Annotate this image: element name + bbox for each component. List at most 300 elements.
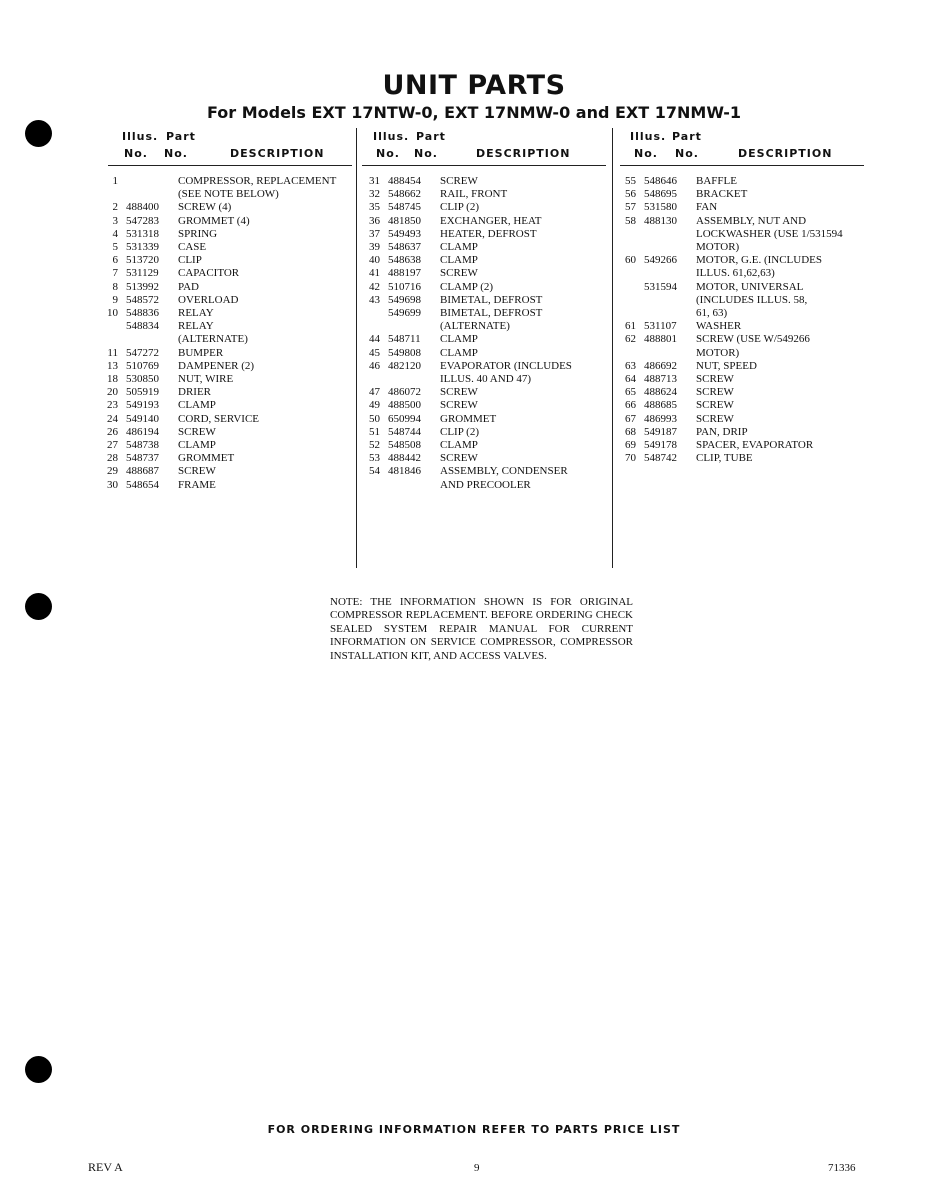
- illus-number: 28: [107, 452, 118, 465]
- part-number: 549140: [126, 412, 159, 425]
- part-number: 513992: [126, 280, 159, 293]
- parts-row: [614, 188, 864, 201]
- parts-row: [96, 426, 354, 439]
- column-divider-2: [612, 128, 613, 568]
- compressor-note: NOTE: THE INFORMATION SHOWN IS FOR ORIGINAL COMPRESSOR REPLACEMENT. BEFORE ORDERING CHECK SEALED SYSTEM REPAIR MANUAL FOR CURRENT INFORMATION ON SERVICE COMPRESSOR, COMPRESSOR INSTALLATION KIT, AND ACCESS VALVES.: [330, 596, 633, 662]
- parts-row: [358, 228, 610, 241]
- part-number: 531129: [126, 267, 159, 280]
- parts-row: [358, 307, 610, 320]
- illus-number: 18: [107, 373, 118, 386]
- illus-number: 11: [107, 346, 118, 359]
- part-description: FRAME: [178, 478, 216, 491]
- part-number: 488500: [388, 399, 421, 412]
- illus-number: 51: [369, 425, 380, 438]
- part-number: 548654: [126, 478, 159, 491]
- illus-number: 8: [112, 280, 118, 293]
- part-number: [380, 373, 440, 386]
- illus-number: 20: [107, 386, 118, 399]
- part-description: (INCLUDES ILLUS. 58,: [696, 293, 808, 306]
- part-description: CLAMP: [440, 346, 478, 359]
- part-description: CLAMP: [178, 399, 216, 412]
- part-number: 548745: [388, 201, 421, 214]
- illus-number: 41: [369, 267, 380, 280]
- part-number: 548737: [126, 452, 159, 465]
- part-description: ASSEMBLY, CONDENSER: [440, 465, 568, 478]
- parts-column-2: [358, 175, 610, 492]
- col2-no-label: No.: [376, 147, 400, 160]
- part-description: SCREW: [696, 399, 734, 412]
- illus-number: 13: [107, 359, 118, 372]
- illus-number: 43: [369, 293, 380, 306]
- part-number: 549187: [644, 425, 677, 438]
- illus-number: 69: [625, 439, 636, 452]
- part-number: 549698: [388, 293, 421, 306]
- parts-row: [614, 333, 864, 346]
- part-number: [636, 294, 696, 307]
- illus-number: 1: [112, 175, 118, 187]
- part-description: MOTOR): [696, 346, 740, 359]
- illus-number: [358, 307, 380, 320]
- part-description: COMPRESSOR, REPLACEMENT: [178, 175, 337, 187]
- part-number: 549193: [126, 399, 159, 412]
- illus-number: 37: [369, 227, 380, 240]
- part-number: 549266: [644, 254, 677, 267]
- part-number: 510769: [126, 359, 159, 372]
- part-description: SCREW: [696, 386, 734, 399]
- illus-number: 35: [369, 201, 380, 214]
- parts-row: [358, 215, 610, 228]
- part-number: 488713: [644, 373, 677, 386]
- illus-number: 68: [625, 425, 636, 438]
- illus-number: 62: [625, 333, 636, 346]
- parts-row: [358, 399, 610, 412]
- part-number: 488130: [644, 214, 677, 227]
- binder-hole-middle: [25, 593, 52, 620]
- illus-number: 29: [107, 465, 118, 478]
- illus-number: 63: [625, 359, 636, 372]
- part-description: SCREW: [440, 399, 478, 412]
- part-description: NUT, SPEED: [696, 359, 757, 372]
- illus-number: [614, 267, 636, 280]
- parts-row: [96, 386, 354, 399]
- part-description: HEATER, DEFROST: [440, 227, 537, 240]
- part-number: [118, 175, 178, 188]
- part-description: SCREW: [440, 175, 478, 187]
- parts-column-3: [614, 175, 864, 465]
- part-description: GROMMET: [440, 412, 497, 425]
- part-description: CLAMP (2): [440, 280, 494, 293]
- part-description: ILLUS. 40 AND 47): [440, 373, 532, 386]
- part-description: SCREW: [440, 267, 478, 280]
- illus-number: [614, 294, 636, 307]
- part-description: CLIP, TUBE: [696, 452, 753, 465]
- part-number: 486692: [644, 359, 677, 372]
- part-number: 548744: [388, 425, 421, 438]
- part-description: CAPACITOR: [178, 267, 240, 280]
- part-number: 548738: [126, 439, 159, 452]
- parts-row: [358, 479, 610, 492]
- col2-description-label: DESCRIPTION: [476, 147, 571, 160]
- parts-row: [614, 254, 864, 267]
- illus-number: 23: [107, 399, 118, 412]
- col1-illus-label: Illus.: [122, 130, 159, 143]
- part-number: 481850: [388, 214, 421, 227]
- parts-row: [358, 360, 610, 373]
- col3-no-label: No.: [634, 147, 658, 160]
- part-number: 547283: [126, 214, 159, 227]
- parts-row: [358, 254, 610, 267]
- part-number: 548508: [388, 439, 421, 452]
- part-number: [636, 228, 696, 241]
- parts-row: [96, 333, 354, 346]
- binder-hole-bottom: [25, 1056, 52, 1083]
- parts-row: [96, 399, 354, 412]
- illus-number: 39: [369, 241, 380, 254]
- part-number: 548572: [126, 293, 159, 306]
- illus-number: 2: [112, 201, 118, 214]
- illus-number: [614, 347, 636, 360]
- illus-number: 52: [369, 439, 380, 452]
- part-description: GROMMET (4): [178, 214, 250, 227]
- part-number: 548742: [644, 452, 677, 465]
- illus-number: 66: [625, 399, 636, 412]
- parts-row: [96, 452, 354, 465]
- illus-number: [614, 281, 636, 294]
- part-description: CLIP (2): [440, 425, 480, 438]
- part-description: SCREW: [696, 373, 734, 386]
- illus-number: 5: [112, 241, 118, 254]
- part-number: [380, 320, 440, 333]
- parts-row: [614, 452, 864, 465]
- part-description: MOTOR, G.E. (INCLUDES: [696, 254, 822, 267]
- col2-part-label: Part: [416, 130, 446, 143]
- part-description: SCREW: [440, 452, 478, 465]
- parts-row: [96, 360, 354, 373]
- illus-number: 65: [625, 386, 636, 399]
- part-number: [118, 188, 178, 201]
- part-number: 488400: [126, 201, 159, 214]
- illus-number: [358, 373, 380, 386]
- part-description: RAIL, FRONT: [440, 188, 508, 201]
- illus-number: 27: [107, 439, 118, 452]
- col1-part-label: Part: [166, 130, 196, 143]
- illus-number: [96, 333, 118, 346]
- illus-number: 42: [369, 280, 380, 293]
- part-number: 486194: [126, 425, 159, 438]
- parts-row: [358, 386, 610, 399]
- part-description: MOTOR, UNIVERSAL: [696, 280, 804, 293]
- page-number: 9: [474, 1162, 480, 1174]
- illus-number: 31: [369, 175, 380, 187]
- part-description: AND PRECOOLER: [440, 478, 531, 491]
- illus-number: 57: [625, 201, 636, 214]
- parts-row: [614, 373, 864, 386]
- illus-number: 67: [625, 412, 636, 425]
- part-number: 488687: [126, 465, 159, 478]
- part-number: 488624: [644, 386, 677, 399]
- parts-row: [614, 281, 864, 294]
- part-description: (ALTERNATE): [440, 320, 510, 333]
- part-description: DAMPENER (2): [178, 359, 255, 372]
- part-description: 61, 63): [696, 307, 728, 320]
- part-number: 531594: [644, 280, 677, 293]
- illus-number: 32: [369, 188, 380, 201]
- col3-illus-label: Illus.: [630, 130, 667, 143]
- illus-number: [358, 479, 380, 492]
- part-number: 548646: [644, 175, 677, 187]
- illus-number: 55: [625, 175, 636, 187]
- part-description: SCREW: [440, 386, 478, 399]
- illus-number: 44: [369, 333, 380, 346]
- parts-row: [614, 360, 864, 373]
- illus-number: [358, 320, 380, 333]
- illus-number: [614, 228, 636, 241]
- document-code: 71336: [828, 1162, 856, 1174]
- part-number: 481846: [388, 465, 421, 478]
- part-description: BRACKET: [696, 188, 748, 201]
- part-number: 486072: [388, 386, 421, 399]
- part-number: 549178: [644, 439, 677, 452]
- parts-row: [358, 465, 610, 478]
- illus-number: 54: [369, 465, 380, 478]
- parts-row: [96, 320, 354, 333]
- illus-number: 60: [625, 254, 636, 267]
- illus-number: 30: [107, 478, 118, 491]
- part-description: CLAMP: [440, 439, 478, 452]
- parts-row: [614, 413, 864, 426]
- illus-number: 46: [369, 359, 380, 372]
- part-number: 548637: [388, 241, 421, 254]
- parts-row: [614, 215, 864, 228]
- parts-row: [96, 281, 354, 294]
- parts-row: [614, 426, 864, 439]
- parts-row: [96, 294, 354, 307]
- col1-no-label: No.: [124, 147, 148, 160]
- part-number: [380, 479, 440, 492]
- parts-row: [96, 188, 354, 201]
- part-description: SPRING: [178, 227, 218, 240]
- parts-row: [358, 452, 610, 465]
- parts-row: [358, 267, 610, 280]
- illus-number: 64: [625, 373, 636, 386]
- ordering-footer: FOR ORDERING INFORMATION REFER TO PARTS PRICE LIST: [267, 1123, 681, 1136]
- illus-number: 50: [369, 412, 380, 425]
- parts-row: [614, 294, 864, 307]
- part-description: BIMETAL, DEFROST: [440, 307, 543, 320]
- parts-row: [358, 294, 610, 307]
- parts-row: [614, 399, 864, 412]
- illus-number: 40: [369, 254, 380, 267]
- part-description: (SEE NOTE BELOW): [178, 188, 279, 201]
- part-description: MOTOR): [696, 241, 740, 254]
- parts-row: [96, 439, 354, 452]
- parts-row: [96, 175, 354, 188]
- illus-number: 70: [625, 452, 636, 465]
- part-description: BUMPER: [178, 346, 224, 359]
- col1-partno-label: No.: [164, 147, 188, 160]
- part-description: WASHER: [696, 320, 742, 333]
- col3-description-label: DESCRIPTION: [738, 147, 833, 160]
- part-number: 513720: [126, 254, 159, 267]
- part-description: GROMMET: [178, 452, 235, 465]
- parts-row: [358, 347, 610, 360]
- illus-number: 58: [625, 214, 636, 227]
- part-number: 549493: [388, 227, 421, 240]
- part-description: CASE: [178, 241, 207, 254]
- part-number: 488454: [388, 175, 421, 187]
- parts-row: [614, 439, 864, 452]
- col3-header-rule: [620, 165, 864, 166]
- parts-row: [96, 413, 354, 426]
- part-number: 510716: [388, 280, 421, 293]
- parts-row: [614, 386, 864, 399]
- col3-part-label: Part: [672, 130, 702, 143]
- part-description: CLAMP: [440, 241, 478, 254]
- parts-column-1: [96, 175, 354, 492]
- part-number: 531339: [126, 241, 159, 254]
- illus-number: [614, 307, 636, 320]
- parts-row: [614, 175, 864, 188]
- part-description: (ALTERNATE): [178, 333, 248, 346]
- part-description: CLIP: [178, 254, 202, 267]
- col2-header-rule: [362, 165, 606, 166]
- part-description: DRIER: [178, 386, 211, 399]
- parts-row: [358, 241, 610, 254]
- part-number: [118, 333, 178, 346]
- illus-number: 45: [369, 346, 380, 359]
- page-title: UNIT PARTS: [382, 70, 566, 101]
- part-number: 488801: [644, 333, 677, 346]
- parts-row: [96, 347, 354, 360]
- part-description: CLAMP: [178, 439, 216, 452]
- part-description: FAN: [696, 201, 718, 214]
- part-description: PAD: [178, 280, 199, 293]
- part-description: SPACER, EVAPORATOR: [696, 439, 814, 452]
- part-description: RELAY: [178, 307, 214, 320]
- part-description: SCREW (4): [178, 201, 232, 214]
- part-number: 530850: [126, 373, 159, 386]
- illus-number: [96, 188, 118, 201]
- part-description: SCREW (USE W/549266: [696, 333, 810, 346]
- parts-row: [358, 426, 610, 439]
- part-description: CORD, SERVICE: [178, 412, 260, 425]
- part-number: [636, 267, 696, 280]
- parts-row: [614, 307, 864, 320]
- illus-number: 53: [369, 452, 380, 465]
- column-divider-1: [356, 128, 357, 568]
- parts-row: [358, 320, 610, 333]
- part-number: 488197: [388, 267, 421, 280]
- parts-row: [614, 267, 864, 280]
- parts-row: [96, 241, 354, 254]
- illus-number: 10: [107, 307, 118, 320]
- part-number: 650994: [388, 412, 421, 425]
- col2-illus-label: Illus.: [373, 130, 410, 143]
- part-number: 505919: [126, 386, 159, 399]
- parts-row: [358, 188, 610, 201]
- parts-row: [358, 281, 610, 294]
- part-description: SCREW: [696, 412, 734, 425]
- part-description: CLIP (2): [440, 201, 480, 214]
- part-number: 488685: [644, 399, 677, 412]
- part-description: CLAMP: [440, 254, 478, 267]
- illus-number: 9: [112, 293, 118, 306]
- illus-number: [96, 320, 118, 333]
- part-number: [636, 241, 696, 254]
- illus-number: 6: [112, 254, 118, 267]
- part-description: RELAY: [178, 320, 214, 333]
- col3-partno-label: No.: [675, 147, 699, 160]
- parts-row: [358, 413, 610, 426]
- part-description: SCREW: [178, 465, 216, 478]
- part-number: 548711: [388, 333, 421, 346]
- part-number: 548836: [126, 307, 159, 320]
- part-number: 531580: [644, 201, 677, 214]
- part-description: NUT, WIRE: [178, 373, 234, 386]
- part-description: ILLUS. 61,62,63): [696, 267, 775, 280]
- parts-row: [96, 479, 354, 492]
- illus-number: [614, 241, 636, 254]
- illus-number: 24: [107, 412, 118, 425]
- parts-row: [358, 373, 610, 386]
- parts-row: [614, 228, 864, 241]
- parts-row: [358, 201, 610, 214]
- parts-row: [96, 215, 354, 228]
- part-number: 531107: [644, 320, 677, 333]
- part-number: 547272: [126, 346, 159, 359]
- parts-row: [614, 347, 864, 360]
- part-description: OVERLOAD: [178, 293, 239, 306]
- col1-header-rule: [108, 165, 352, 166]
- parts-row: [614, 320, 864, 333]
- part-description: LOCKWASHER (USE 1/531594: [696, 227, 843, 240]
- illus-number: 7: [112, 267, 118, 280]
- part-number: 486993: [644, 412, 677, 425]
- illus-number: 47: [369, 386, 380, 399]
- part-number: 548662: [388, 188, 421, 201]
- part-description: PAN, DRIP: [696, 425, 748, 438]
- illus-number: 56: [625, 188, 636, 201]
- part-number: 482120: [388, 359, 421, 372]
- illus-number: 3: [112, 214, 118, 227]
- parts-row: [96, 307, 354, 320]
- part-number: [636, 347, 696, 360]
- col1-description-label: DESCRIPTION: [230, 147, 325, 160]
- part-number: 548834: [126, 320, 159, 333]
- page-subtitle: For Models EXT 17NTW-0, EXT 17NMW-0 and EXT 17NMW-1: [206, 103, 742, 122]
- col2-partno-label: No.: [414, 147, 438, 160]
- parts-row: [96, 201, 354, 214]
- part-number: 548695: [644, 188, 677, 201]
- illus-number: 61: [625, 320, 636, 333]
- illus-number: 4: [112, 227, 118, 240]
- part-number: 549808: [388, 346, 421, 359]
- part-number: 488442: [388, 452, 421, 465]
- part-description: BIMETAL, DEFROST: [440, 293, 543, 306]
- parts-row: [614, 241, 864, 254]
- parts-row: [358, 439, 610, 452]
- parts-row: [96, 465, 354, 478]
- illus-number: 26: [107, 425, 118, 438]
- part-description: EVAPORATOR (INCLUDES: [440, 359, 572, 372]
- part-number: [636, 307, 696, 320]
- parts-row: [614, 201, 864, 214]
- binder-hole-top: [25, 120, 52, 147]
- part-description: ASSEMBLY, NUT AND: [696, 214, 807, 227]
- illus-number: 49: [369, 399, 380, 412]
- parts-row: [96, 373, 354, 386]
- part-description: SCREW: [178, 425, 216, 438]
